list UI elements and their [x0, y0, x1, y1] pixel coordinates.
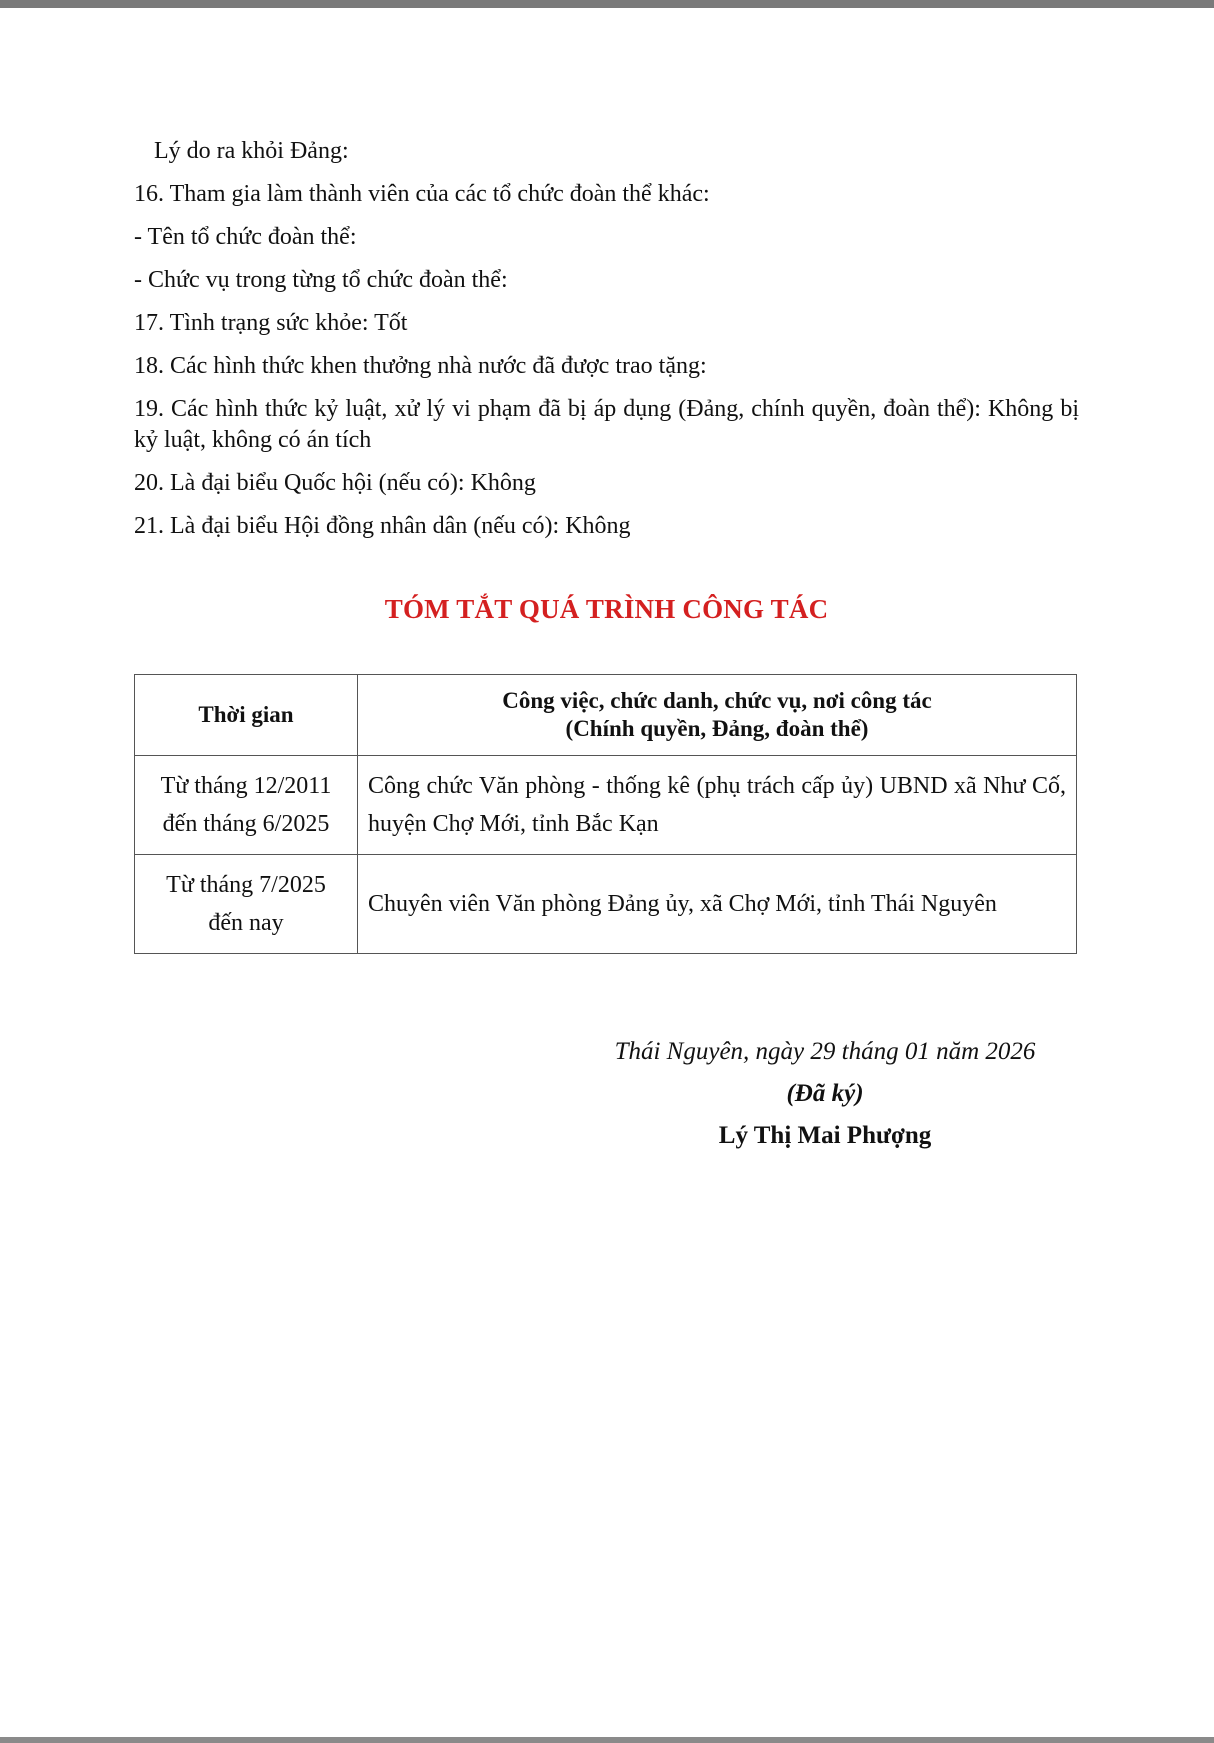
bottom-border-bar: [0, 1737, 1214, 1743]
work-cell: Chuyên viên Văn phòng Đảng ủy, xã Chợ Mới, tỉnh Thái Nguyên: [358, 855, 1077, 954]
item-21-peoples-council: 21. Là đại biểu Hội đồng nhân dân (nếu có): Không: [134, 513, 631, 539]
item-19-discipline: 19. Các hình thức kỷ luật, xử lý vi phạm đã bị áp dụng (Đảng, chính quyền, đoàn thể): Không bị kỷ luật, không có án tích: [134, 396, 1079, 453]
signer-name: Lý Thị Mai Phượng: [718, 1122, 932, 1149]
organization-position-line: - Chức vụ trong từng tổ chức đoàn thể:: [134, 267, 508, 293]
work-cell: Công chức Văn phòng - thống kê (phụ trách cấp ủy) UBND xã Như Cố, huyện Chợ Mới, tỉnh Bắc Kạn: [358, 756, 1077, 855]
top-border-bar: [0, 0, 1214, 8]
organization-name-line: - Tên tổ chức đoàn thể:: [134, 224, 357, 250]
item-17-health: 17. Tình trạng sức khỏe: Tốt: [134, 310, 408, 336]
signed-note: (Đã ký): [786, 1080, 864, 1107]
time-cell: [135, 855, 358, 954]
item-16-organizations: 16. Tham gia làm thành viên của các tổ chức đoàn thể khác:: [134, 181, 710, 207]
table-header-row: [135, 675, 1077, 756]
document-page: [134, 136, 1079, 954]
item-20-national-assembly: 20. Là đại biểu Quốc hội (nếu có): Không: [134, 470, 536, 496]
time-start: Từ tháng 12/2011: [160, 773, 332, 799]
table-row: [135, 756, 1077, 855]
place-date: Thái Nguyên, ngày 29 tháng 01 năm 2026: [614, 1038, 1036, 1065]
header-work-line1: Công việc, chức danh, chức vụ, nơi công tác: [502, 688, 932, 713]
time-cell: [135, 756, 358, 855]
section-title: TÓM TẮT QUÁ TRÌNH CÔNG TÁC: [384, 594, 829, 624]
career-summary-table: [134, 674, 1077, 954]
party-exit-reason-line: Lý do ra khỏi Đảng:: [154, 138, 349, 164]
header-time: Thời gian: [135, 675, 358, 756]
table-row: [135, 855, 1077, 954]
time-end: đến tháng 6/2025: [162, 811, 330, 837]
header-work: [358, 675, 1077, 756]
signature-block: [560, 1035, 1090, 1153]
time-start: Từ tháng 7/2025: [166, 872, 326, 898]
time-end: đến nay: [208, 910, 284, 936]
header-work-line2: (Chính quyền, Đảng, đoàn thể): [565, 716, 869, 741]
item-18-awards: 18. Các hình thức khen thưởng nhà nước đã được trao tặng:: [134, 353, 707, 379]
